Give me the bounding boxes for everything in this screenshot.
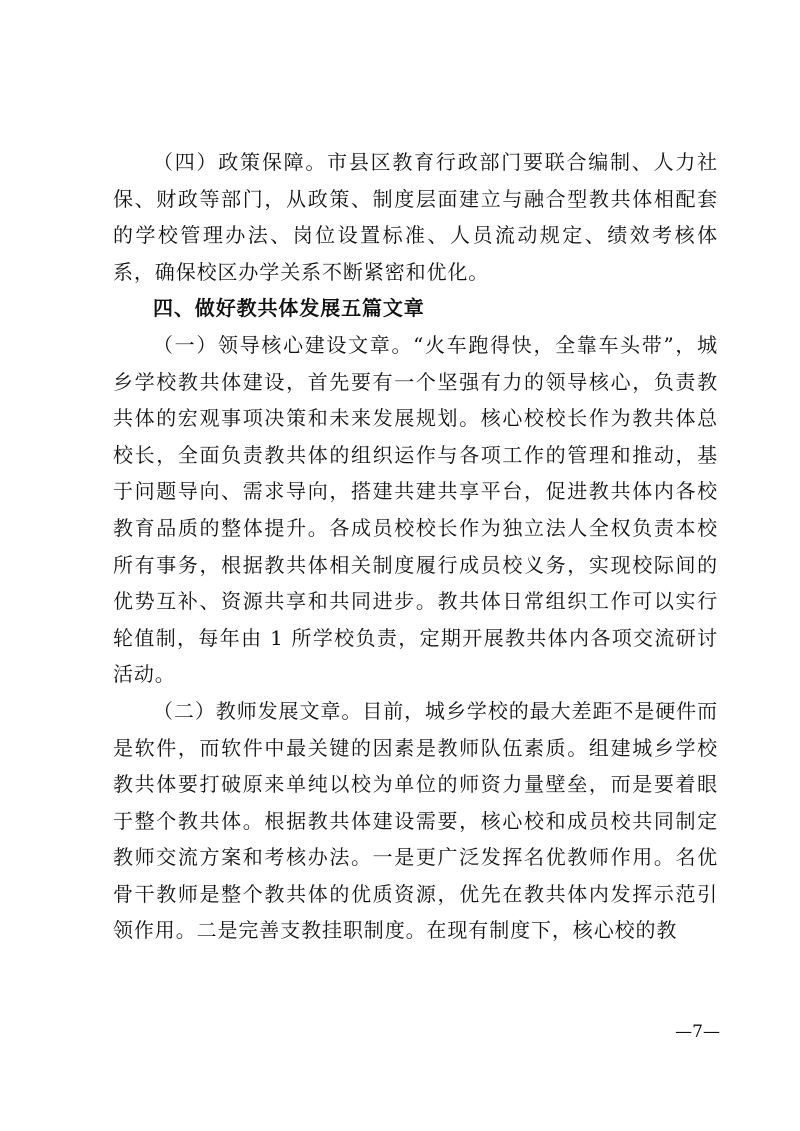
paragraph-teacher-development: （二）教师发展文章。目前，城乡学校的最大差距不是硬件而是软件，而软件中最关键的因素是教师队伍素质。组建城乡学校教共体要打破原来单纯以校为单位的师资力量壁垒，而是要着眼于整个教共体。根据教共体建设需要，核心校和成员校共同制定教师交流方案和考核办法。一是更广泛发挥名优教师作用。名优骨干教师是整个教共体的优质资源，优先在教共体内发挥示范引领作用。二是完善支教挂职制度。在现有制度下，核心校的教 xyxy=(113,698,718,943)
paragraph-leadership-core: （一）领导核心建设文章。“火车跑得快，全靠车头带”，城乡学校教共体建设，首先要有一个坚强有力的领导核心，负责教共体的宏观事项决策和未来发展规划。核心校校长作为教共体总校长，全面负责教共体的组织运作与各项工作的管理和推动，基于问题导向、需求导向，搭建共建共享平台，促进教共体内各校教育品质的整体提升。各成员校校长作为独立法人全权负责本校所有事务，根据教共体相关制度履行成员校义务，实现校际间的优势互补、资源共享和共同进步。教共体日常组织工作可以实行轮值制，每年由 1 所学校负责，定期开展教共体内各项交流研讨活动。 xyxy=(113,332,718,687)
document-body xyxy=(113,144,718,949)
paragraph-policy-guarantee: （四）政策保障。市县区教育行政部门要联合编制、人力社保、财政等部门，从政策、制度层面建立与融合型教共体相配套的学校管理办法、岗位设置标准、人员流动规定、绩效考核体系，确保校区办学关系不断紧密和优化。 xyxy=(113,150,718,284)
page-number: —7— xyxy=(675,1022,720,1042)
section-heading: 四、做好教共体发展五篇文章 xyxy=(153,296,425,321)
